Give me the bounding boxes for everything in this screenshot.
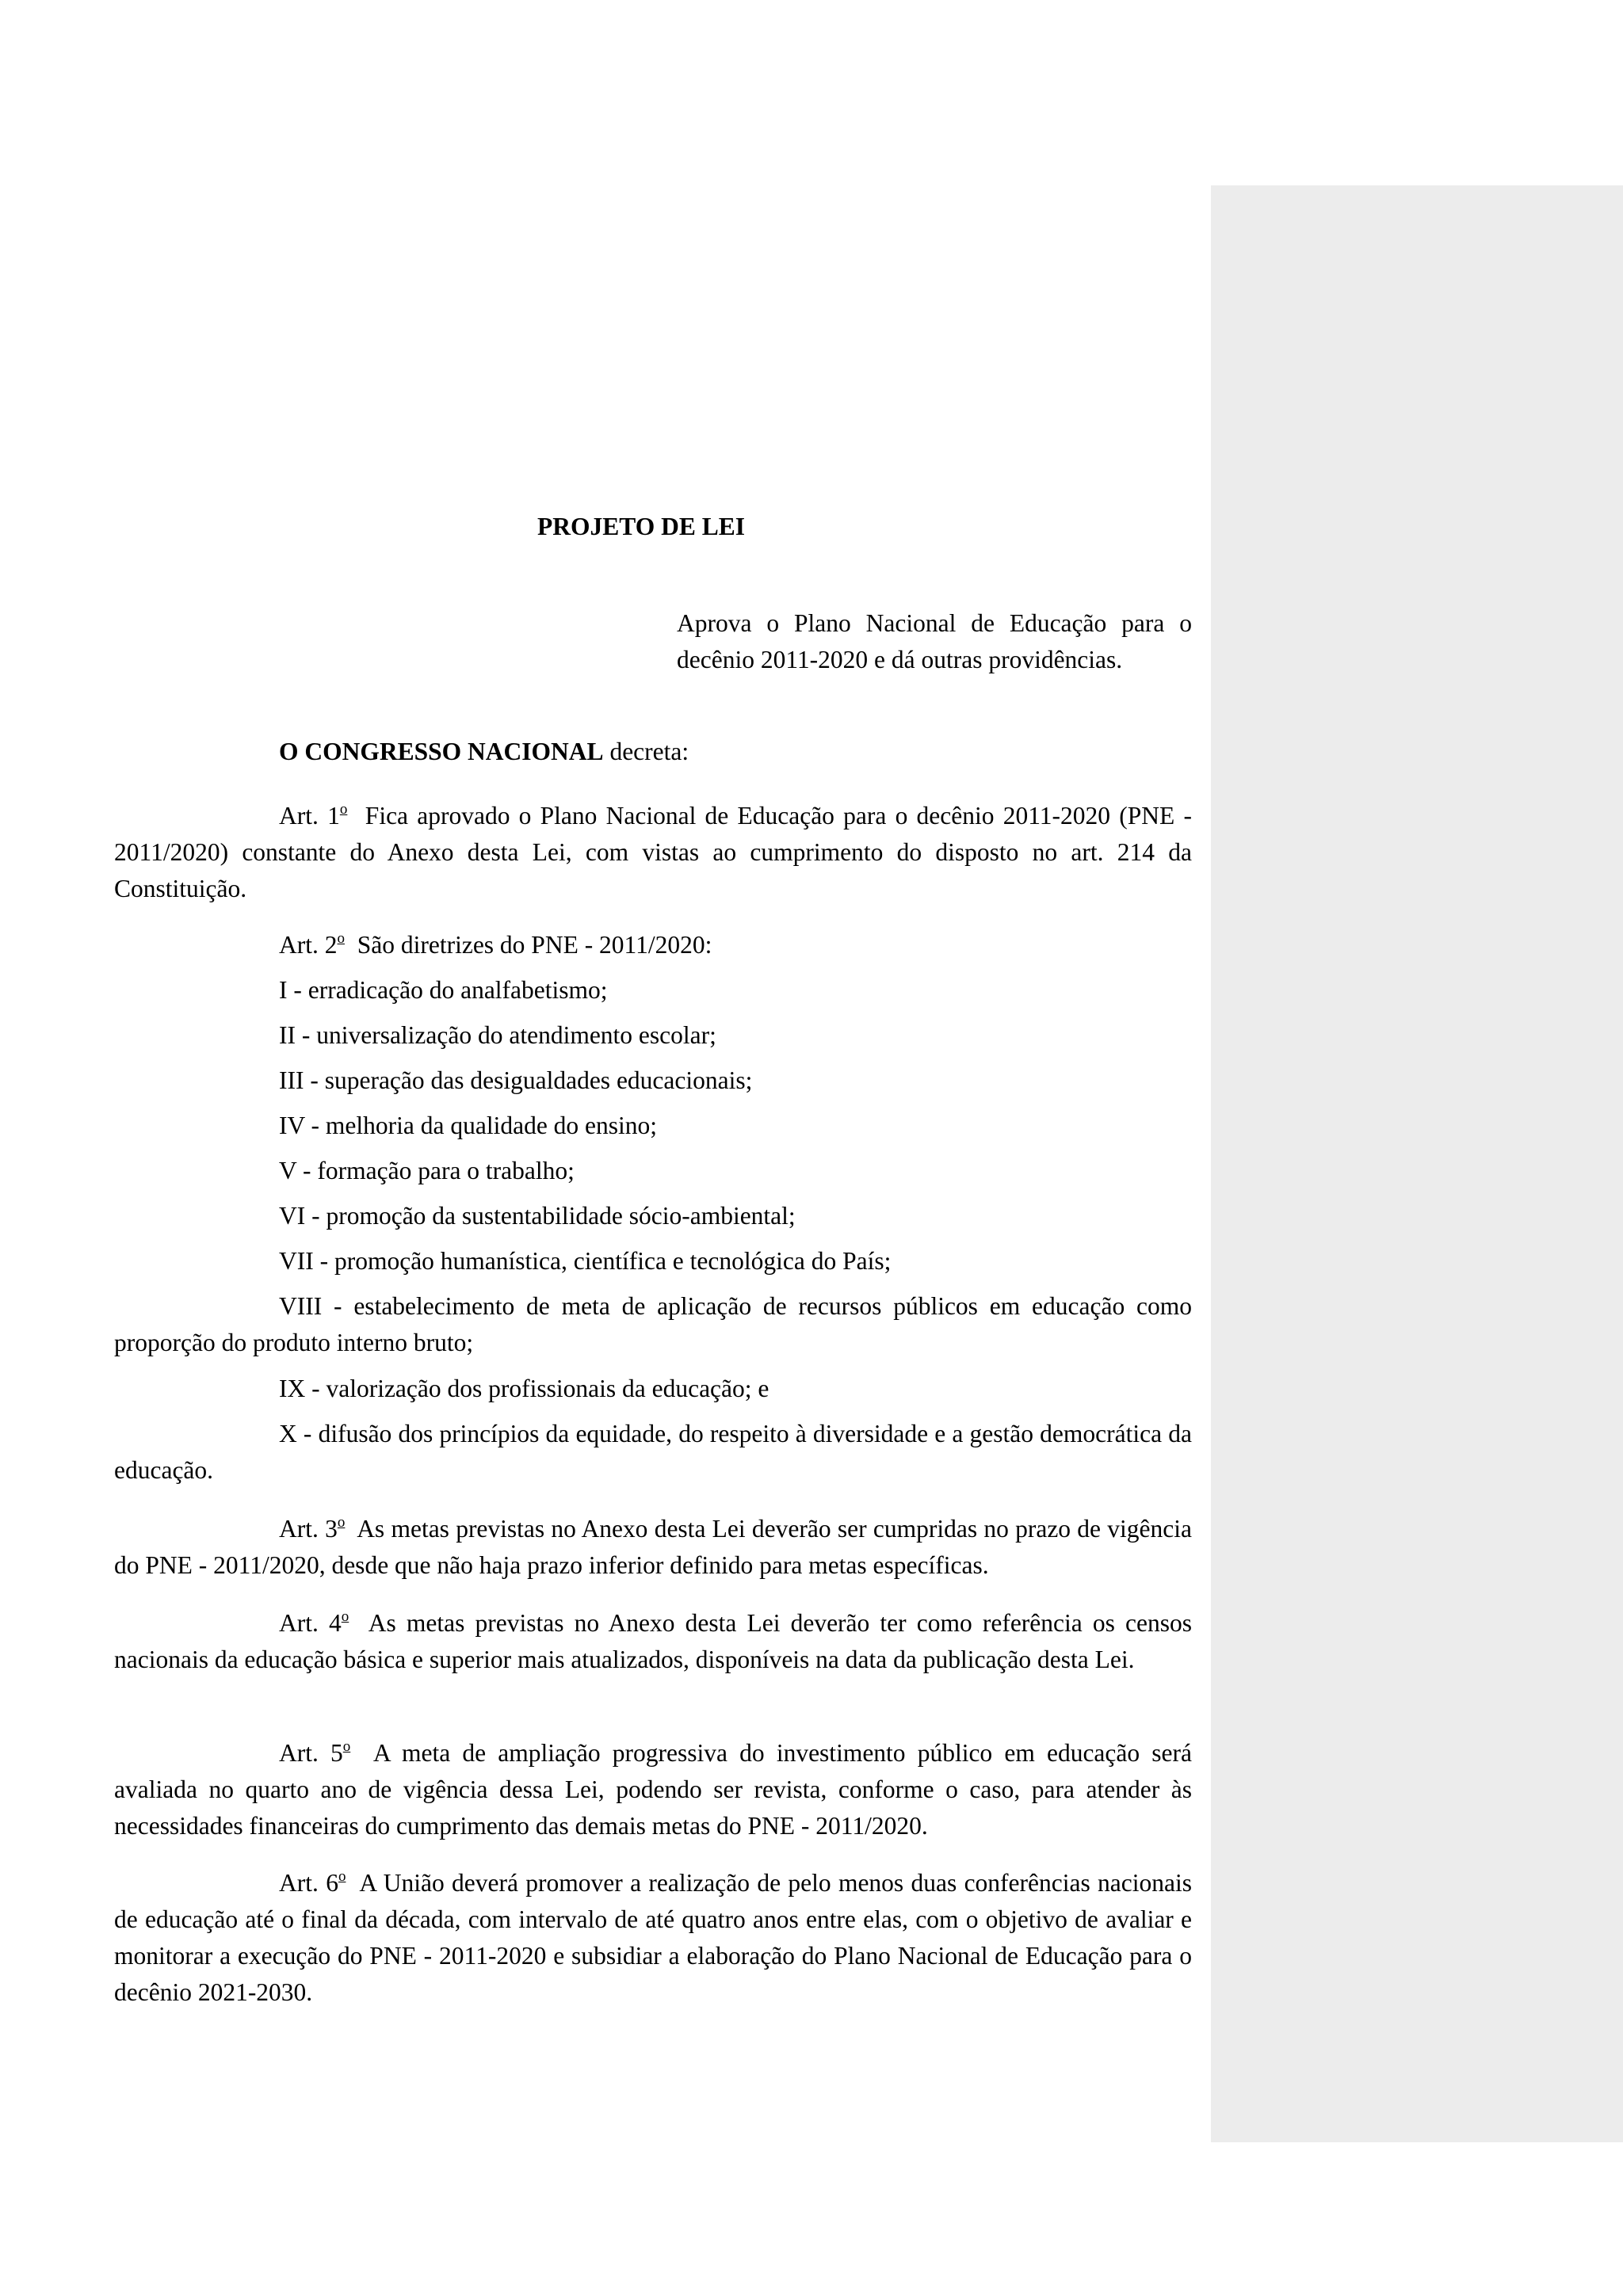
ordinal-indicator: o [338,1868,346,1885]
enacting-clause [114,734,1192,770]
article-3-text: As metas previstas no Anexo desta Lei deverão ser cumpridas no prazo de vigência do PNE - 2011/2020, desde que não haja prazo inferior definido para metas específicas. [114,1515,1193,1579]
list-item: X - difusão dos princípios da equidade, do respeito à diversidade e a gestão democrática da educação. [114,1420,1192,1484]
ordinal-indicator: o [339,801,348,818]
list-item: V - formação para o trabalho; [279,1157,575,1184]
article-6-label: Art. 6 [279,1869,338,1897]
article-6-text: A União deverá promover a realização de pelo menos duas conferências nacionais de educação até o final da década, com intervalo de até quatro anos entre elas, com o objetivo de avaliar e monitorar a execução do PNE - 2011-2020 e subsidiar a elaboração do Plano Nacional de Educação para o decênio 2021-2030. [114,1869,1193,2006]
article-2-text: São diretrizes do PNE - 2011/2020: [357,931,712,959]
ementa: Aprova o Plano Nacional de Educação para o decênio 2011-2020 e dá outras providências. [677,609,1192,673]
article-3-label: Art. 3 [279,1515,338,1543]
list-item: III - superação das desigualdades educacionais; [279,1066,753,1094]
article-4-text: As metas previstas no Anexo desta Lei deverão ter como referência os censos nacionais da educação básica e superior mais atualizados, disponíveis na data da publicação desta Lei. [114,1609,1192,1673]
list-item: VI - promoção da sustentabilidade sócio-ambiental; [279,1202,796,1230]
list-item: I - erradicação do analfabetismo; [279,976,608,1004]
article-4 [114,1605,1192,1678]
enacting-clause-verb: decreta: [603,738,689,765]
list-item: IV - melhoria da qualidade do ensino; [279,1112,658,1139]
article-5-text: A meta de ampliação progressiva do investimento público em educação será avaliada no quarto ano de vigência dessa Lei, podendo ser revista, conforme o caso, para atender às necessidades financeiras do cumprimento das demais metas do PNE - 2011/2020. [114,1739,1192,1840]
list-item: II - universalização do atendimento escolar; [279,1021,716,1049]
ordinal-indicator: o [341,1608,349,1625]
list-item: IX - valorização dos profissionais da educação; e [279,1375,769,1402]
enacting-clause-subject: O CONGRESSO NACIONAL [279,738,604,765]
article-1 [114,798,1192,907]
ordinal-indicator: o [337,930,345,947]
article-3 [114,1511,1192,1584]
article-1-text: Fica aprovado o Plano Nacional de Educação para o decênio 2011-2020 (PNE - 2011/2020) constante do Anexo desta Lei, com vistas ao cumprimento do disposto no art. 214 da Constituição. [114,802,1192,902]
article-1-label: Art. 1 [279,802,340,830]
list-item: VII - promoção humanística, científica e tecnológica do País; [279,1247,892,1275]
ordinal-indicator: o [342,1738,351,1755]
ordinal-indicator: o [337,1514,346,1531]
article-5 [114,1735,1192,1844]
article-2 [114,927,1192,963]
comment-margin-panel [1211,185,1623,2142]
article-5-label: Art. 5 [279,1739,343,1767]
article-2-label: Art. 2 [279,931,338,959]
article-6 [114,1865,1192,2011]
article-4-label: Art. 4 [279,1609,342,1637]
list-item: VIII - estabelecimento de meta de aplicação de recursos públicos em educação como proporção do produto interno bruto; [114,1292,1192,1356]
document-title: PROJETO DE LEI [537,513,745,540]
